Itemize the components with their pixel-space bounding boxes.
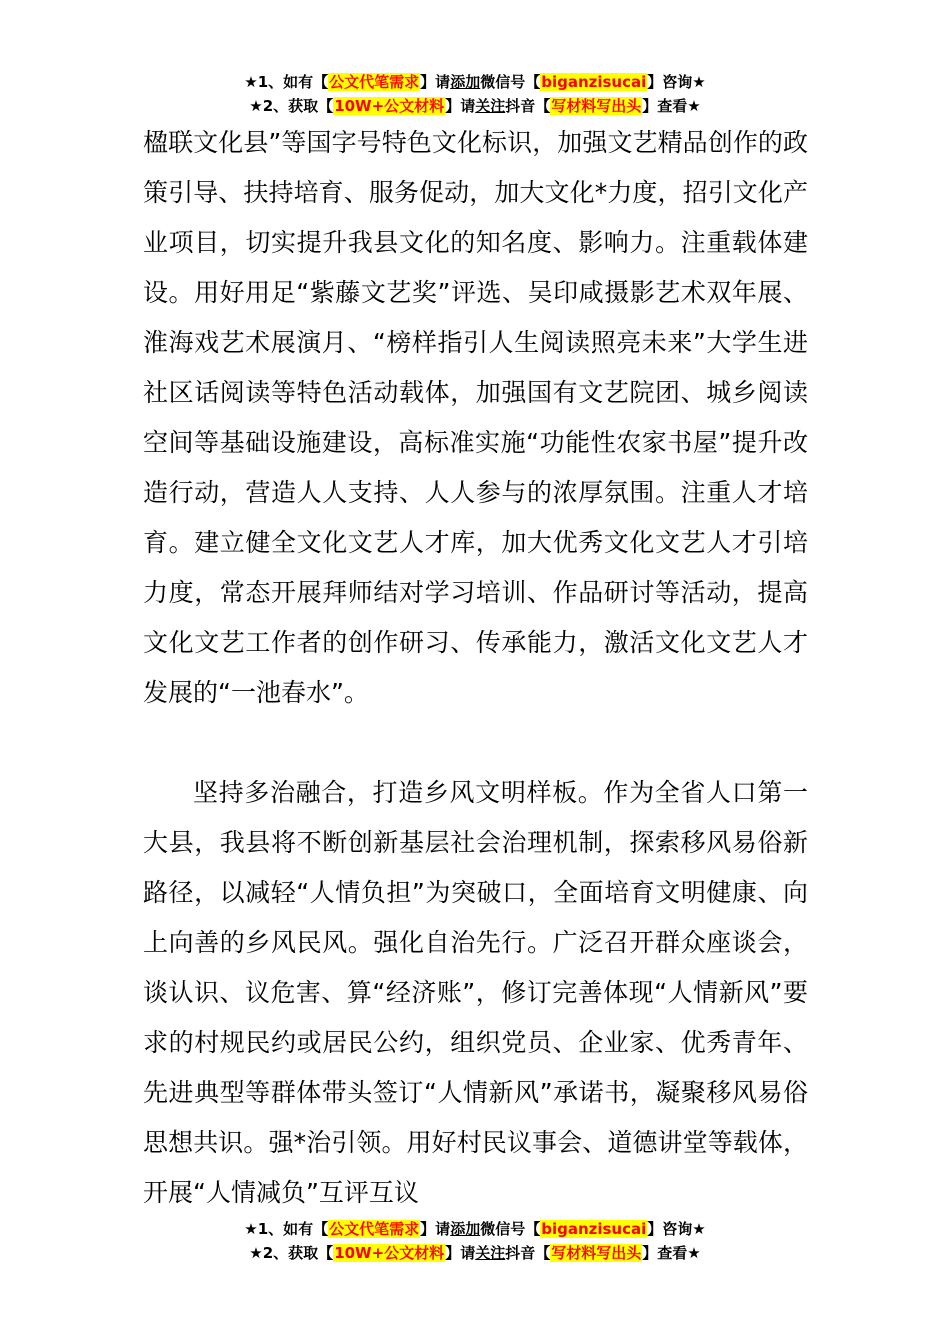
- highlight-service: 公文代笔需求: [329, 73, 420, 91]
- banner-line-1: ★1、如有【公文代笔需求】请添加微信号【biganzisucai】咨询★: [244, 73, 706, 91]
- highlight-douyin-account: 写材料写出头: [551, 1244, 642, 1262]
- footer-banner: [0, 1217, 950, 1265]
- body-paragraph: 楹联文化县”等国字号特色文化标识，加强文艺精品创作的政策引导、扶持培育、服务促动，加大文化*力度，招引文化产业项目，切实提升我县文化的知名度、影响力。注重载体建设。用好用足“紫藤文艺奖”评选、吴印咸摄影艺术双年展、淮海戏艺术展演月、“榜样指引人生阅读照亮未来”大学生进社区话阅读等特色活动载体，加强国有文艺院团、城乡阅读空间等基础设施建设，高标准实施“功能性农家书屋”提升改造行动，营造人人支持、人人参与的浓厚氛围。注重人才培育。建立健全文化文艺人才库，加大优秀文化文艺人才引培力度，常态开展拜师结对学习培训、作品研讨等活动，提高文化文艺工作者的创作研习、传承能力，激活文化文艺人才发展的“一池春水”。: [143, 128, 808, 707]
- banner-line-2: ★2、获取【10W+公文材料】请关注抖音【写材料写出头】查看★: [249, 1244, 701, 1262]
- highlight-materials: 10W+公文材料: [334, 1244, 445, 1262]
- banner-line-2: ★2、获取【10W+公文材料】请关注抖音【写材料写出头】查看★: [249, 97, 701, 115]
- highlight-douyin-account: 写材料写出头: [551, 97, 642, 115]
- highlight-wechat-id: biganzisucai: [541, 1220, 647, 1238]
- banner-line-1: ★1、如有【公文代笔需求】请添加微信号【biganzisucai】咨询★: [244, 1220, 706, 1238]
- header-banner: [0, 70, 950, 118]
- highlight-wechat-id: biganzisucai: [541, 73, 647, 91]
- document-body: [143, 118, 808, 1218]
- body-paragraph: 坚持多治融合，打造乡风文明样板。作为全省人口第一大县，我县将不断创新基层社会治理机制，探索移风易俗新路径，以减轻“人情负担”为突破口，全面培育文明健康、向上向善的乡风民风。强化自治先行。广泛召开群众座谈会，谈认识、议危害、算“经济账”，修订完善体现“人情新风”要求的村规民约或居民公约，组织党员、企业家、优秀青年、先进典型等群体带头签订“人情新风”承诺书，凝聚移风易俗思想共识。强*治引领。用好村民议事会、道德讲堂等载体，开展“人情减负”互评互议: [143, 778, 808, 1207]
- highlight-materials: 10W+公文材料: [334, 97, 445, 115]
- highlight-service: 公文代笔需求: [329, 1220, 420, 1238]
